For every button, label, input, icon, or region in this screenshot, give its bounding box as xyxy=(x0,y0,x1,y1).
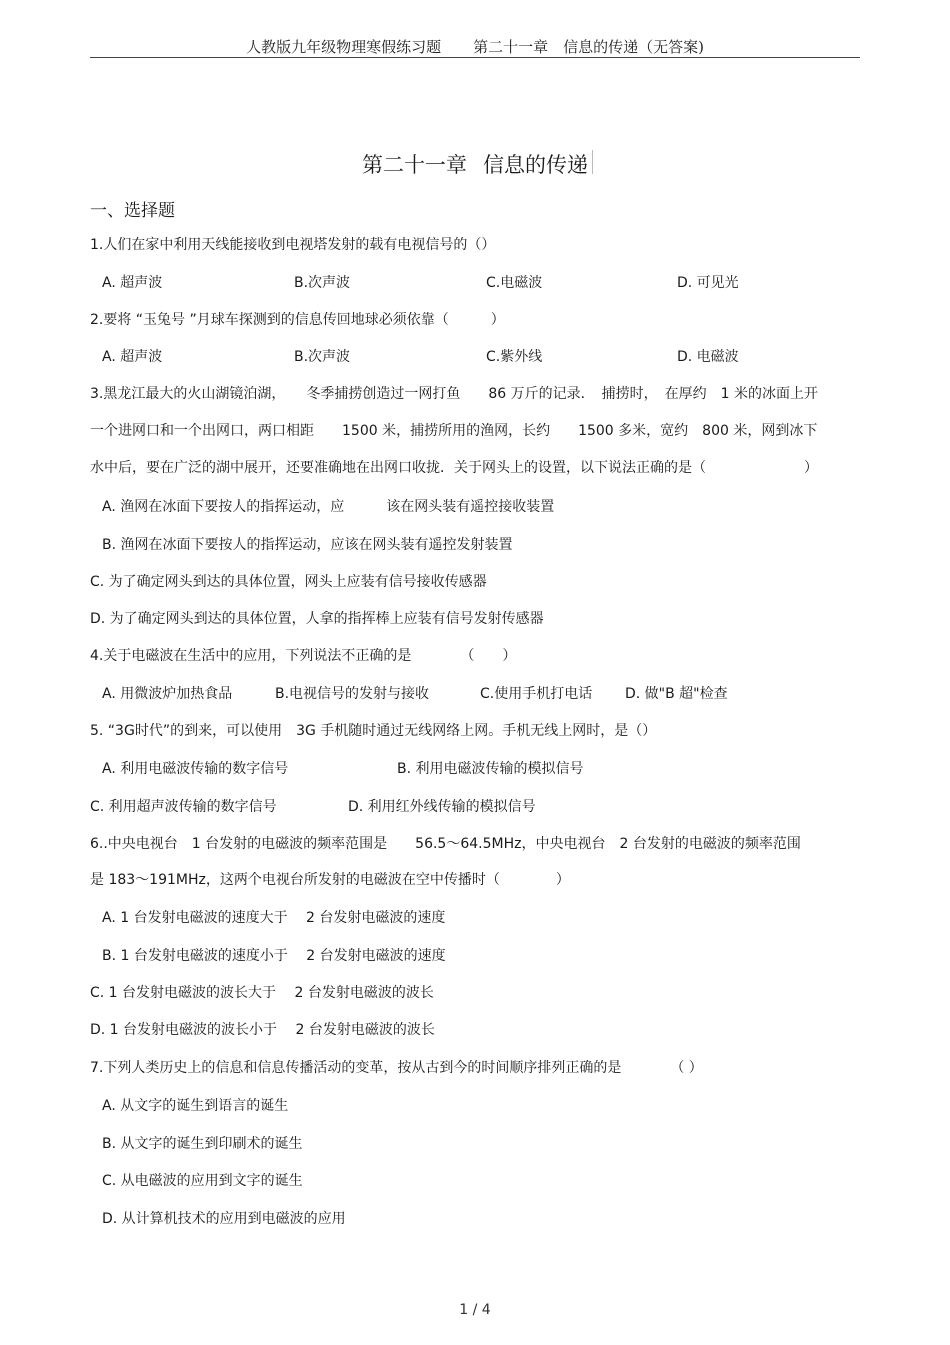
question-3-option-c: C. 为了确定网头到达的具体位置，网头上应装有信号接收传感器 xyxy=(90,574,487,590)
question-4-option-a: A. 用微波炉加热食品 xyxy=(102,686,233,702)
question-1-option-b: B.次声波 xyxy=(294,275,351,291)
question-5-stem: 5. “3G时代”的到来，可以使用 3G 手机随时通过无线网络上网。手机无线上网时，是（） xyxy=(90,723,657,739)
question-2-option-c: C.紫外线 xyxy=(486,349,543,365)
question-3-option-a: A. 渔网在冰面下要按人的指挥运动，应 该在网头装有遥控接收装置 xyxy=(102,499,555,515)
question-7-stem: 7.下列人类历史上的信息和信息传播活动的变革，按从古到今的时间顺序排列正确的是 （ ） xyxy=(90,1060,703,1076)
page-header xyxy=(0,36,950,57)
question-6-option-b: B. 1 台发射电磁波的速度小于 2 台发射电磁波的速度 xyxy=(102,948,446,964)
header-right-text: 第二十一章 信息的传递（无答案) xyxy=(473,38,704,56)
text-cursor-bar xyxy=(592,150,593,174)
question-3-option-b: B. 渔网在冰面下要按人的指挥运动，应该在网头装有遥控发射装置 xyxy=(102,537,513,553)
question-7-option-b: B. 从文字的诞生到印刷术的诞生 xyxy=(102,1136,303,1152)
question-1-stem: 1.人们在家中利用天线能接收到电视塔发射的载有电视信号的（） xyxy=(90,237,496,253)
question-6-option-a: A. 1 台发射电磁波的速度大于 2 台发射电磁波的速度 xyxy=(102,910,446,926)
question-7-option-c: C. 从电磁波的应用到文字的诞生 xyxy=(102,1173,303,1189)
header-left-text: 人教版九年级物理寒假练习题 xyxy=(246,38,442,56)
page-number: 1 / 4 xyxy=(459,1302,491,1318)
question-2-option-b: B.次声波 xyxy=(294,349,351,365)
question-4-option-c: C.使用手机打电话 xyxy=(480,686,593,702)
question-4-option-b: B.电视信号的发射与接收 xyxy=(275,686,430,702)
question-1-option-d: D. 可见光 xyxy=(677,275,739,291)
question-5-option-c: C. 利用超声波传输的数字信号 xyxy=(90,799,277,815)
question-2-option-a: A. 超声波 xyxy=(102,349,163,365)
question-5-option-d: D. 利用红外线传输的模拟信号 xyxy=(348,799,536,815)
chapter-number: 第二十一章 xyxy=(362,153,467,177)
chapter-title xyxy=(0,149,950,179)
question-2-stem: 2.要将 “玉兔号 ”月球车探测到的信息传回地球必须依靠（ ） xyxy=(90,312,505,328)
question-7-option-d: D. 从计算机技术的应用到电磁波的应用 xyxy=(102,1211,346,1227)
question-6-stem-line-1: 6..中央电视台 1 台发射的电磁波的频率范围是 56.5～64.5MHz，中央电视台 2 台发射的电磁波的频率范围 xyxy=(90,836,801,852)
chapter-name: 信息的传递 xyxy=(483,153,588,177)
question-1-option-a: A. 超声波 xyxy=(102,275,163,291)
question-3-stem-line-1: 3.黑龙江最大的火山湖镜泊湖， 冬季捕捞创造过一网打鱼 86 万斤的记录． 捕捞时， 在厚约 1 米的冰面上开 xyxy=(90,386,818,402)
question-3-stem-line-2: 一个进网口和一个出网口，两口相距 1500 米，捕捞所用的渔网，长约 1500 多米，宽约 800 米，网到冰下 xyxy=(90,423,818,439)
question-5-option-b: B. 利用电磁波传输的模拟信号 xyxy=(397,761,584,777)
question-6-option-d: D. 1 台发射电磁波的波长小于 2 台发射电磁波的波长 xyxy=(90,1022,435,1038)
question-7-option-a: A. 从文字的诞生到语言的诞生 xyxy=(102,1098,289,1114)
question-4-option-d: D. 做"B 超"检查 xyxy=(625,686,728,702)
question-6-stem-line-2: 是 183～191MHz，这两个电视台所发射的电磁波在空中传播时（ ） xyxy=(90,872,570,888)
question-6-option-c: C. 1 台发射电磁波的波长大于 2 台发射电磁波的波长 xyxy=(90,985,434,1001)
header-rule xyxy=(90,57,860,58)
question-2-option-d: D. 电磁波 xyxy=(677,349,739,365)
question-5-option-a: A. 利用电磁波传输的数字信号 xyxy=(102,761,289,777)
question-3-stem-line-3: 水中后，要在广泛的湖中展开，还要准确地在出网口收拢．关于网头上的设置，以下说法正确的是（ ） xyxy=(90,460,818,476)
question-1-option-c: C.电磁波 xyxy=(486,275,543,291)
section-heading: 一、选择题 xyxy=(90,201,175,221)
question-4-stem: 4.关于电磁波在生活中的应用，下列说法不正确的是 （ ） xyxy=(90,648,517,664)
question-3-option-d: D. 为了确定网头到达的具体位置，人拿的指挥棒上应装有信号发射传感器 xyxy=(90,611,544,627)
